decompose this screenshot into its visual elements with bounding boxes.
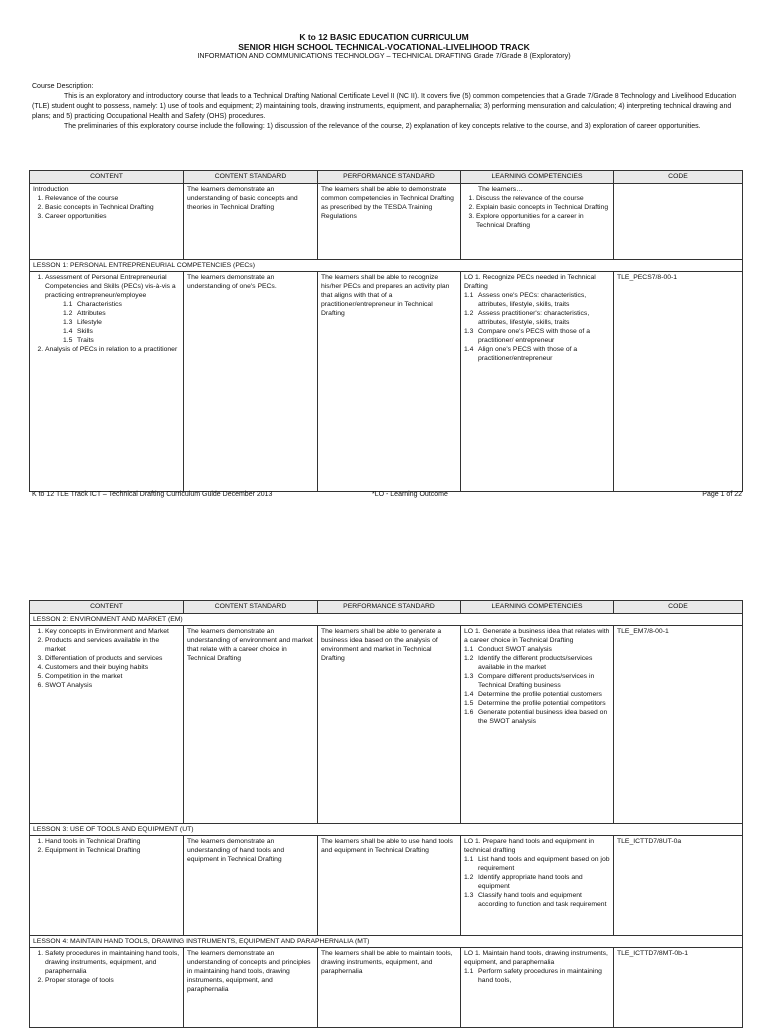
lc-text: Classify hand tools and equipment according to function and task requirement — [478, 892, 607, 908]
lesson-4-title: LESSON 4: MAINTAIN HAND TOOLS, DRAWING INSTRUMENTS, EQUIPMENT AND PARAPHERNALIA (MT) — [30, 936, 743, 948]
footer-guide-title: K to 12 TLE Track ICT – Technical Drafting Curriculum Guide December 2013 — [32, 491, 273, 498]
header-track: SENIOR HIGH SCHOOL TECHNICAL-VOCATIONAL-LIVELIHOOD TRACK — [238, 42, 530, 52]
sub-text: Attributes — [77, 310, 106, 317]
table-row-lesson-1 — [30, 272, 743, 492]
lesson-3-title: LESSON 3: USE OF TOOLS AND EQUIPMENT (UT) — [30, 824, 743, 836]
lc-text: Determine the profile potential competitors — [478, 700, 606, 707]
list-item: 2. Products and services available in the market — [45, 636, 180, 654]
list-item: 3. Career opportunities — [45, 212, 180, 221]
lc-text: Identify appropriate hand tools and equipment — [478, 874, 583, 890]
lc-item — [464, 291, 610, 309]
sub-text: Characteristics — [77, 301, 122, 308]
intro-content-standard: The learners demonstrate an understanding of basic concepts and theories in Technical Drafting — [184, 184, 318, 260]
footer-page-number: Page 1 of 22 — [702, 491, 742, 498]
col-header-content: CONTENT — [30, 601, 184, 614]
col-header-learning-competencies: LEARNING COMPETENCIES — [461, 601, 614, 614]
lc-text: Identify the different products/services available in the market — [478, 655, 593, 671]
list-item-text: Assessment of Personal Entrepreneurial Competencies and Skills (PECs) vis-à-vis a practicing entrepreneur/employee — [45, 274, 176, 299]
list-item: 2. Equipment in Technical Drafting — [45, 846, 180, 855]
intro-code — [614, 184, 743, 260]
footer-lo-note: *LO - Learning Outcome — [372, 491, 448, 498]
list-item: 6. SWOT Analysis — [45, 681, 180, 690]
lc-number: 1.1 — [464, 968, 474, 975]
lesson-1-title: LESSON 1: PERSONAL ENTREPRENEURIAL COMPETENCIES (PECs) — [30, 260, 743, 272]
sub-item — [63, 309, 180, 318]
lesson-row — [30, 824, 743, 836]
header-title: K to 12 BASIC EDUCATION CURRICULUM — [299, 32, 469, 42]
lesson-row — [30, 260, 743, 272]
lc-text: Assess practitioner's: characteristics, attributes, lifestyle, skills, traits — [478, 310, 590, 326]
col-header-content-standard: CONTENT STANDARD — [184, 601, 318, 614]
lc-item — [464, 345, 610, 363]
lc-item — [464, 654, 610, 672]
list-item: 1. Key concepts in Environment and Market — [45, 627, 180, 636]
curriculum-page-1 — [0, 0, 768, 510]
list-item: 1. Hand tools in Technical Drafting — [45, 837, 180, 846]
lc-number: 1.2 — [464, 874, 474, 881]
table-row-lesson-4 — [30, 948, 743, 1028]
lesson-2-learning-competencies — [461, 626, 614, 824]
list-item — [45, 273, 180, 345]
lc-text: Compare one's PECS with those of a practitioner/ entrepreneur — [478, 328, 590, 344]
curriculum-table-1 — [29, 170, 743, 492]
lc-number: 1.4 — [464, 346, 474, 353]
lc-number: 1.3 — [464, 328, 474, 335]
lc-item — [464, 708, 610, 726]
lesson-4-learning-competencies — [461, 948, 614, 1028]
sub-item — [63, 300, 180, 309]
sub-item — [63, 327, 180, 336]
col-header-code: CODE — [614, 601, 743, 614]
list-item: 2. Explain basic concepts in Technical Drafting — [476, 203, 610, 212]
learning-outcome: LO 1. Generate a business idea that relates with a career choice in Technical Drafting — [464, 628, 610, 644]
description-paragraph-2: The preliminaries of this exploratory course include the following: 1) discussion of the relevance of the course, 2) explanation of key concepts relative to the course, and 3) exploration of career opportunities. — [64, 123, 701, 130]
list-item: 3. Explore opportunities for a career in Technical Drafting — [476, 212, 610, 230]
table-row-lesson-3 — [30, 836, 743, 936]
col-header-performance-standard: PERFORMANCE STANDARD — [318, 171, 461, 184]
lesson-row — [30, 614, 743, 626]
sub-text: Lifestyle — [77, 319, 102, 326]
lc-number: 1.4 — [464, 691, 474, 698]
lc-number: 1.5 — [464, 700, 474, 707]
lc-text: List hand tools and equipment based on job requirement — [478, 856, 610, 872]
table-row-lesson-2 — [30, 626, 743, 824]
lc-number: 1.6 — [464, 709, 474, 716]
learning-outcome: LO 1. Maintain hand tools, drawing instruments, equipment, and paraphernalia — [464, 950, 608, 966]
lesson-row — [30, 936, 743, 948]
list-item: 1. Safety procedures in maintaining hand tools, drawing instruments, equipment, and paraphernalia — [45, 949, 180, 976]
sub-item — [63, 318, 180, 327]
lc-item — [464, 690, 610, 699]
intro-title: Introduction — [33, 186, 69, 193]
list-item: 1. Discuss the relevance of the course — [476, 194, 610, 203]
learning-outcome: LO 1. Prepare hand tools and equipment in technical drafting — [464, 838, 594, 854]
lc-text: Generate potential business idea based on the SWOT analysis — [478, 709, 608, 725]
lesson-3-code: TLE_ICTTD7/8UT-0a — [614, 836, 743, 936]
list-item: 2. Basic concepts in Technical Drafting — [45, 203, 180, 212]
lesson-4-performance-standard: The learners shall be able to maintain tools, drawing instruments, equipment, and paraphernalia — [318, 948, 461, 1028]
table-row-introduction — [30, 184, 743, 260]
lesson-1-content — [30, 272, 184, 492]
sub-text: Traits — [77, 337, 94, 344]
lc-item — [464, 855, 610, 873]
list-item: 1. Relevance of the course — [45, 194, 180, 203]
lc-lead: The learners… — [478, 186, 523, 193]
lesson-1-content-standard: The learners demonstrate an understanding of one's PECs. — [184, 272, 318, 492]
lesson-1-code: TLE_PECS7/8-00-1 — [614, 272, 743, 492]
lc-item — [464, 672, 610, 690]
sub-number: 1.3 — [63, 319, 73, 326]
lc-text: Conduct SWOT analysis — [478, 646, 552, 653]
page-gap — [0, 510, 768, 568]
lesson-3-content — [30, 836, 184, 936]
lc-number: 1.2 — [464, 655, 474, 662]
lesson-3-content-standard: The learners demonstrate an understanding of hand tools and equipment in Technical Drafting — [184, 836, 318, 936]
lc-text: Perform safety procedures in maintaining hand tools, — [478, 968, 602, 984]
list-item: 4. Customers and their buying habits — [45, 663, 180, 672]
lesson-3-learning-competencies — [461, 836, 614, 936]
sub-number: 1.2 — [63, 310, 73, 317]
col-header-code: CODE — [614, 171, 743, 184]
header-subject: INFORMATION AND COMMUNICATIONS TECHNOLOGY – TECHNICAL DRAFTING Grade 7/Grade 8 (Exploratory) — [197, 51, 571, 60]
lesson-2-performance-standard: The learners shall be able to generate a business idea based on the analysis of environment and market in Technical Drafting — [318, 626, 461, 824]
lc-number: 1.3 — [464, 673, 474, 680]
lesson-1-learning-competencies — [461, 272, 614, 492]
intro-content-cell — [30, 184, 184, 260]
lc-item — [464, 891, 610, 909]
lesson-1-performance-standard: The learners shall be able to recognize his/her PECs and prepares an activity plan that aligns with that of a practitioner/entrepreneur in Technical Drafting — [318, 272, 461, 492]
lesson-4-code: TLE_ICTTD7/8MT-0b-1 — [614, 948, 743, 1028]
list-item: 2. Analysis of PECs in relation to a practitioner — [45, 345, 180, 354]
lesson-2-title: LESSON 2: ENVIRONMENT AND MARKET (EM) — [30, 614, 743, 626]
list-item: 3. Differentiation of products and services — [45, 654, 180, 663]
lc-item — [464, 967, 610, 985]
lesson-3-performance-standard: The learners shall be able to use hand tools and equipment in Technical Drafting — [318, 836, 461, 936]
col-header-performance-standard: PERFORMANCE STANDARD — [318, 601, 461, 614]
lc-number: 1.1 — [464, 646, 474, 653]
course-description — [32, 82, 742, 132]
sub-text: Skills — [77, 328, 93, 335]
sub-item — [63, 336, 180, 345]
lc-number: 1.2 — [464, 310, 474, 317]
lesson-2-content — [30, 626, 184, 824]
lc-item — [464, 873, 610, 891]
curriculum-page-2 — [0, 568, 768, 1024]
list-item: 2. Proper storage of tools — [45, 976, 180, 985]
lesson-2-content-standard: The learners demonstrate an understanding of environment and market that relate with a career choice in Technical Drafting — [184, 626, 318, 824]
col-header-content: CONTENT — [30, 171, 184, 184]
lc-item — [464, 699, 610, 708]
sub-number: 1.4 — [63, 328, 73, 335]
list-item: 5. Competition in the market — [45, 672, 180, 681]
intro-performance-standard: The learners shall be able to demonstrate common competencies in Technical Drafting as prescribed by the TESDA Training Regulations — [318, 184, 461, 260]
lc-text: Compare different products/services in Technical Drafting business — [478, 673, 595, 689]
curriculum-table-2 — [29, 600, 743, 1028]
lesson-4-content — [30, 948, 184, 1028]
col-header-content-standard: CONTENT STANDARD — [184, 171, 318, 184]
description-paragraph-1: This is an exploratory and introductory course that leads to a Technical Drafting National Certificate Level II (NC II). It covers five (5) common competencies that a Grade 7/Grade 8 Technology and Livelihood Education (TLE) student ought to possess, namely: 1) use of tools and equipment; 2) maintaining tools, drawing instruments, equipment, and paraphernalia; 3) performing mensuration and calculation; 4) interpreting technical drawing and plans; and 5) practicing Occupational Health and Safety (OHS) procedures. — [32, 93, 737, 120]
lc-item — [464, 645, 610, 654]
sub-number: 1.5 — [63, 337, 73, 344]
learning-outcome: LO 1. Recognize PECs needed in Technical Drafting — [464, 274, 596, 290]
sub-number: 1.1 — [63, 301, 73, 308]
description-label: Course Description: — [32, 83, 94, 90]
intro-learning-competencies — [461, 184, 614, 260]
lc-number: 1.3 — [464, 892, 474, 899]
lc-text: Align one's PECS with those of a practitioner/entrepreneur — [478, 346, 578, 362]
lc-text: Determine the profile potential customers — [478, 691, 602, 698]
lc-number: 1.1 — [464, 856, 474, 863]
lc-item — [464, 309, 610, 327]
lesson-4-content-standard: The learners demonstrate an understanding of concepts and principles in maintaining hand tools, drawing instruments, equipment, and paraphernalia — [184, 948, 318, 1028]
lc-text: Assess one's PECs: characteristics, attributes, lifestyle, skills, traits — [478, 292, 587, 308]
lc-item — [464, 327, 610, 345]
col-header-learning-competencies: LEARNING COMPETENCIES — [461, 171, 614, 184]
lc-number: 1.1 — [464, 292, 474, 299]
lesson-2-code: TLE_EM7/8-00-1 — [614, 626, 743, 824]
